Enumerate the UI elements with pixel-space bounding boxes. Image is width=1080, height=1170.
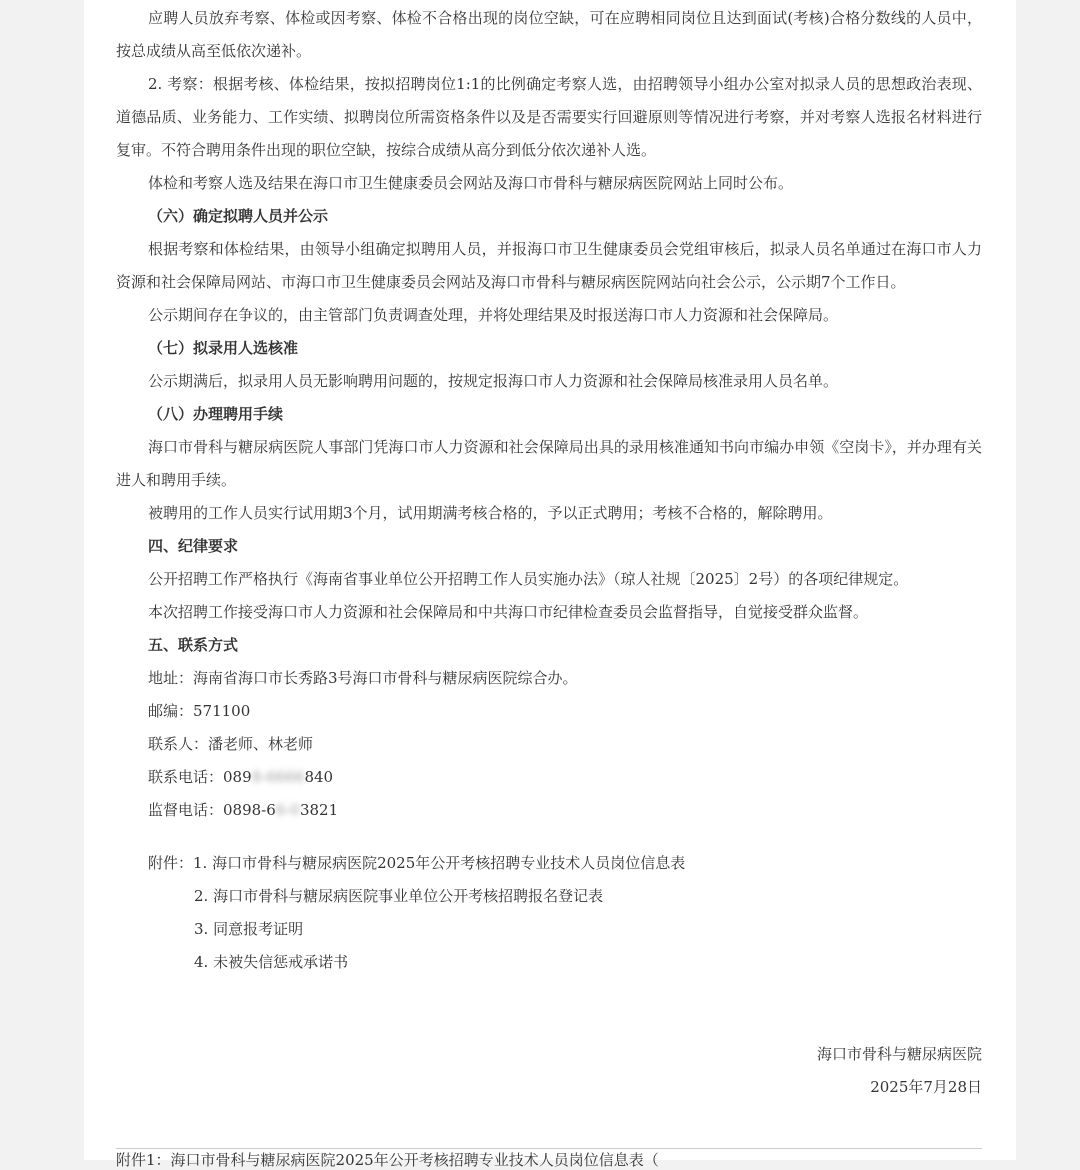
page-divider [116,1148,982,1149]
contact-address: 地址：海南省海口市长秀路3号海口市骨科与糖尿病医院综合办。 [148,669,578,687]
spacer [116,827,982,847]
contact-person: 联系人：潘老师、林老师 [148,735,314,753]
supervise-phone-redacted: 6-0 [275,801,300,819]
section-heading: （八）办理聘用手续 [148,405,284,423]
supervise-phone [116,794,982,827]
paragraph: 本次招聘工作接受海口市人力资源和社会保障局和中共海口市纪律检查委员会监督指导，自觉接受群众监督。 [148,603,869,621]
next-page-heading: 附件1：海口市骨科与糖尿病医院2025年公开考核招聘专业技术人员岗位信息表（ [116,1151,659,1169]
contact-phone [116,761,982,794]
section-heading: 五、联系方式 [148,636,239,654]
paragraph: 被聘用的工作人员实行试用期3个月，试用期满考核合格的，予以正式聘用；考核不合格的，解除聘用。 [148,504,833,522]
attachment-item: 4. 未被失信惩戒承诺书 [194,953,349,971]
signature-org: 海口市骨科与糖尿病医院 [816,1045,982,1063]
contact-phone-redacted: 8-6666 [251,768,305,786]
supervise-phone-label: 监督电话：0898-6 [148,801,276,819]
paragraph: 体检和考察人选及结果在海口市卫生健康委员会网站及海口市骨科与糖尿病医院网站上同时公布。 [148,174,794,192]
attachment-item: 3. 同意报考证明 [194,920,304,938]
section-heading: （六）确定拟聘人员并公示 [148,207,329,225]
paragraph: 公示期满后，拟录用人员无影响聘用问题的，按规定报海口市人力资源和社会保障局核准录用人员名单。 [148,372,839,390]
paragraph: 应聘人员放弃考察、体检或因考察、体检不合格出现的岗位空缺，可在应聘相同岗位且达到面试(考核)合格分数线的人员中，按总成绩从高至低依次递补。 [116,9,982,60]
contact-postcode: 邮编：571100 [148,702,251,720]
paragraph: 海口市骨科与糖尿病医院人事部门凭海口市人力资源和社会保障局出具的录用核准通知书向市编办申领《空岗卡》，并办理有关进人和聘用手续。 [116,438,982,489]
document-page [84,0,1016,1169]
supervise-phone-tail: 3821 [299,801,339,819]
attachment-item: 附件：1. 海口市骨科与糖尿病医院2025年公开考核招聘专业技术人员岗位信息表 [148,854,686,872]
signature-date: 2025年7月28日 [870,1078,982,1096]
contact-phone-label: 联系电话：089 [148,768,252,786]
section-heading: 四、纪律要求 [148,537,239,555]
paragraph: 公示期间存在争议的，由主管部门负责调查处理，并将处理结果及时报送海口市人力资源和社会保障局。 [148,306,839,324]
section-heading: （七）拟录用人选核准 [148,339,299,357]
contact-phone-tail: 840 [304,768,334,786]
paragraph: 2. 考察：根据考核、体检结果，按拟招聘岗位1:1的比例确定考察人选，由招聘领导小组办公室对拟录人员的思想政治表现、道德品质、业务能力、工作实绩、拟聘岗位所需资格条件以及是否需要实行回避原则等情况进行考察，并对考察人选报名材料进行复审。不符合聘用条件出现的职位空缺，按综合成绩从高分到低分依次递补人选。 [116,75,982,159]
document-body [116,0,982,979]
attachment-item: 2. 海口市骨科与糖尿病医院事业单位公开考核招聘报名登记表 [194,887,604,905]
paragraph: 根据考察和体检结果，由领导小组确定拟聘用人员，并报海口市卫生健康委员会党组审核后，拟录人员名单通过在海口市人力资源和社会保障局网站、市海口市卫生健康委员会网站及海口市骨科与糖尿病医院网站向社会公示，公示期7个工作日。 [116,240,982,291]
paragraph: 公开招聘工作严格执行《海南省事业单位公开招聘工作人员实施办法》（琼人社规〔2025〕2号）的各项纪律规定。 [148,570,909,588]
